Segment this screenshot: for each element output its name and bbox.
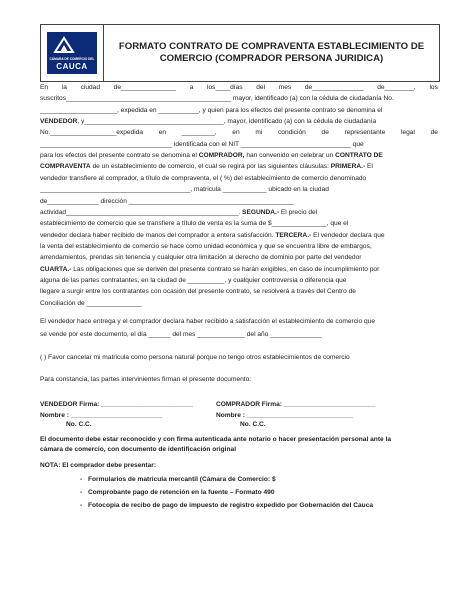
word: condición	[277, 129, 306, 137]
contract-line: arrendamientos, prendas sin tenencia y cualquier otra limitación al derecho de dominio por parte del vendedor	[40, 254, 362, 262]
title-line2: COMERCIO (COMPRADOR PERSONA JURIDICA)	[159, 53, 384, 64]
contract-line: alguna de las partes contratantes, en la ciudad de __________, y cualquier controversia o diferencia que	[40, 276, 347, 284]
word: de_______________	[113, 84, 177, 91]
word: No.__________________expedida	[40, 129, 144, 137]
bullet-dash: -	[80, 502, 83, 509]
word: de	[430, 129, 438, 137]
word: a	[189, 84, 194, 91]
word: representante	[344, 129, 386, 137]
contract-line: la venta del establecimiento de comercio se hace como unidad económica y que se encuentra libre de embargos,	[40, 242, 372, 250]
logo-mark-icon	[53, 36, 75, 54]
word: de______________	[304, 84, 364, 91]
bullet-dash: -	[80, 476, 83, 483]
contract-line: CUARTA.- Las obligaciones que se deriven del presente contrato se harán exigibles, en caso de incumplimiento por	[40, 265, 380, 273]
logo-cell	[41, 25, 104, 81]
delivery-line: El vendedor hace entrega y el comprador declara haber recibido a satisfacción el establecimiento de comercio que	[40, 318, 376, 325]
word: mes	[278, 84, 292, 91]
requirement-item: Comprobante pago de retención en la fuente – Formato 490	[88, 489, 275, 496]
authentication-note: El documento debe estar reconocido y con firma autenticada ante notario o hacer presentación personal ante la	[40, 436, 392, 443]
word: los	[429, 84, 438, 91]
contract-line: llegare a surgir entre los contratantes con ocasión del presente contrato, se resolverá a través del Centro de	[40, 288, 356, 296]
authentication-note: cámara de comercio, con documento de identificación original	[40, 446, 237, 453]
contract-line: vendedor transfiere al comprador, a título de compraventa, el ( %) del establecimiento de comercio denominado	[40, 174, 367, 182]
contract-line: _____________________, expedida en ___________, y quien para los efectos del presente contrato se denomina el	[40, 106, 383, 114]
contract-line	[40, 84, 438, 91]
contract-line: de______________ dirección _____________________________________________	[40, 197, 294, 205]
contract-line: suscritos_____________________________________________ mayor, identificado (a) con la cédula de ciudadanía No.	[40, 95, 394, 103]
word: los____días	[207, 84, 243, 91]
nota-title: NOTA: El comprador debe presentar:	[40, 462, 157, 469]
document-header	[40, 24, 440, 82]
word: en	[158, 129, 167, 137]
requirement-item: Formularios de matricula mercantil (Cámara de Comercio: $	[88, 476, 276, 483]
contract-line: para los efectos del presente contrato se denomina el COMPRADOR, han convenido en celebrar un CONTRATO DE	[40, 152, 383, 160]
comprador-name: Nombre : _____________________________	[216, 412, 354, 419]
delivery-line: se vende por este documento, el día ______ del mes _____________ del año ______________	[40, 331, 322, 338]
contract-line: vendedor declara haber recibido de manos del comprador a entera satisfacción. TERCERA.- El vendedor declara que	[40, 231, 385, 239]
comprador-signature: COMPRADOR Firma: _________________________	[216, 401, 376, 408]
contract-line	[40, 129, 438, 136]
contract-line: actividad_______________________________________________. SEGUNDA.- El precio del	[40, 208, 318, 216]
logo-line2: CAUCA	[56, 62, 88, 71]
contract-line: _________________________________________, matricula ____________ ubicado en la ciudad	[40, 186, 329, 194]
comprador-cc: No. C.C.	[240, 421, 266, 428]
chamber-logo	[47, 32, 97, 74]
title-cell	[104, 25, 439, 81]
word: legal	[400, 129, 415, 137]
vendedor-cc: No. C.C.	[66, 421, 92, 428]
word: en	[232, 129, 240, 137]
word: de	[321, 129, 329, 137]
word: ciudad	[80, 84, 100, 91]
word: mi	[255, 129, 263, 137]
vendedor-name: Nombre : _________________________	[40, 412, 163, 419]
word: de________,	[377, 84, 416, 91]
contract-line: COMPRAVENTA de un establecimiento de comercio, el cual se regirá por las siguientes cláusulas: PRIMERA.- El	[40, 163, 373, 171]
contract-line: establecimiento de comercio que se transfiere a título de venta es la suma de $_______________, que el	[40, 220, 349, 228]
contract-line: ____________________________________ identificada con el NIT ______________________________ que	[40, 140, 364, 148]
bullet-dash: -	[80, 489, 83, 496]
word: En	[40, 84, 49, 91]
word: del	[256, 84, 266, 91]
requirement-item: Fotocopia de recibo de pago de impuesto de registro expedido por Gobernación del Cauca	[88, 502, 374, 509]
constancia-line: Para constancia, las partes intervinientes firman el presente documento:	[40, 376, 252, 383]
contract-line: Conciliación de _______________	[40, 299, 142, 307]
word: _________,	[181, 129, 217, 137]
title-line1: FORMATO CONTRATO DE COMPRAVENTA ESTABLECIMIENTO DE	[118, 41, 425, 52]
logo-line1: CÁMARA DE COMERCIO DEL	[49, 57, 95, 61]
cancel-matricula-line: ( ) Favor cancelar mi matricula como persona natural porque no tengo otros establecimientos de comercio	[40, 354, 350, 361]
vendedor-signature: VENDEDOR Firma: _________________________	[40, 401, 193, 408]
word: la	[61, 84, 67, 91]
contract-line: VENDEDOR, y______________________________________, mayor, identificado (a) con la cédula de ciudadanía	[40, 118, 377, 126]
